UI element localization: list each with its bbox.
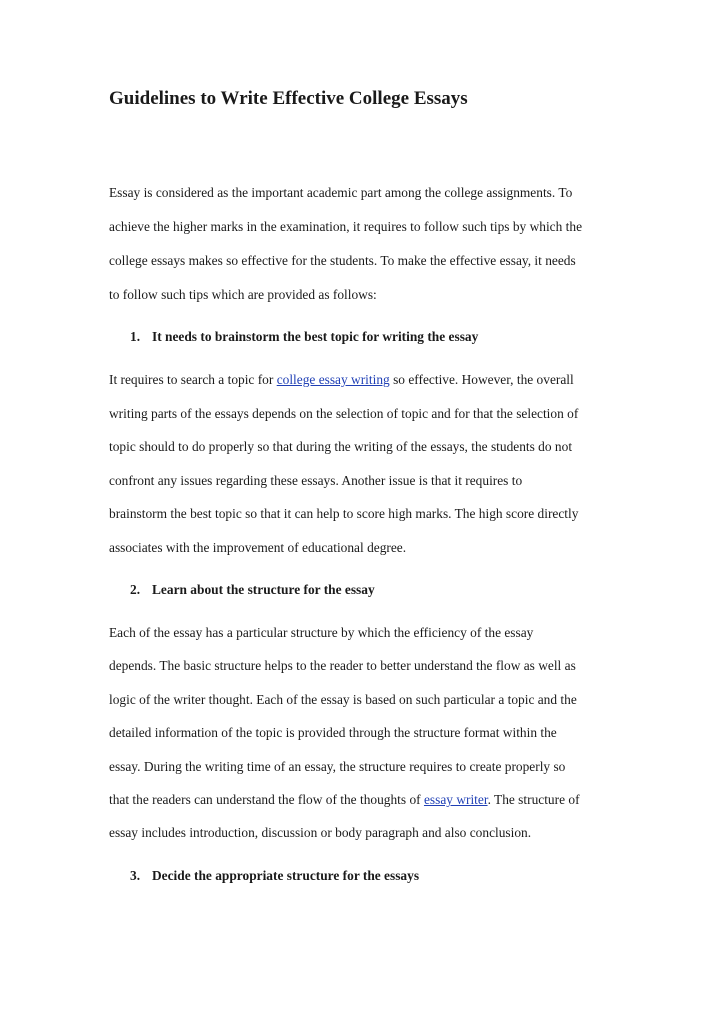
paragraph-line: essay. During the writing time of an essay, the structure requires to create properly so: [109, 759, 566, 774]
section-heading-2: [130, 582, 375, 598]
paragraph-line: associates with the improvement of educational degree.: [109, 540, 407, 555]
section-heading-1: [130, 329, 478, 345]
text-segment: It requires to search a topic for: [109, 372, 277, 387]
section-heading-text: It needs to brainstorm the best topic for writing the essay: [152, 329, 479, 344]
paragraph-line: writing parts of the essays depends on the selection of topic and for that the selection of: [109, 406, 579, 421]
paragraph-line: [109, 792, 580, 808]
paragraph-line: Each of the essay has a particular structure by which the efficiency of the essay: [109, 625, 534, 640]
section-number: 3.: [130, 868, 141, 883]
paragraph-line: topic should to do properly so that during the writing of the essays, the students do not: [109, 439, 573, 454]
intro-line: college essays makes so effective for the students. To make the effective essay, it needs: [109, 253, 576, 268]
section-number: 2.: [130, 582, 141, 597]
paragraph-line: detailed information of the topic is provided through the structure format within the: [109, 725, 557, 740]
essay-writer-link[interactable]: essay writer: [423, 792, 488, 807]
paragraph-line: logic of the writer thought. Each of the essay is based on such particular a topic and the: [109, 692, 577, 707]
section-heading-text: Decide the appropriate structure for the essays: [152, 868, 420, 883]
paragraph-line: [109, 372, 574, 388]
document-title: Guidelines to Write Effective College Essays: [109, 88, 468, 109]
text-segment: that the readers can understand the flow of the thoughts of: [109, 792, 424, 807]
college-essay-writing-link[interactable]: college essay writing: [276, 372, 390, 387]
paragraph-line: essay includes introduction, discussion or body paragraph and also conclusion.: [109, 825, 532, 840]
intro-line: to follow such tips which are provided as follows:: [109, 287, 377, 302]
text-segment: so effective. However, the overall: [389, 372, 574, 387]
section-heading-3: [130, 868, 419, 884]
section-number: 1.: [130, 329, 141, 344]
intro-line: achieve the higher marks in the examination, it requires to follow such tips by which the: [109, 219, 583, 234]
paragraph-line: brainstorm the best topic so that it can help to score high marks. The high score directly: [109, 506, 579, 521]
intro-line: Essay is considered as the important academic part among the college assignments. To: [109, 185, 573, 200]
section-heading-text: Learn about the structure for the essay: [152, 582, 375, 597]
paragraph-line: confront any issues regarding these essays. Another issue is that it requires to: [109, 473, 523, 488]
paragraph-line: depends. The basic structure helps to the reader to better understand the flow as well as: [109, 658, 576, 673]
text-segment: . The structure of: [487, 792, 580, 807]
